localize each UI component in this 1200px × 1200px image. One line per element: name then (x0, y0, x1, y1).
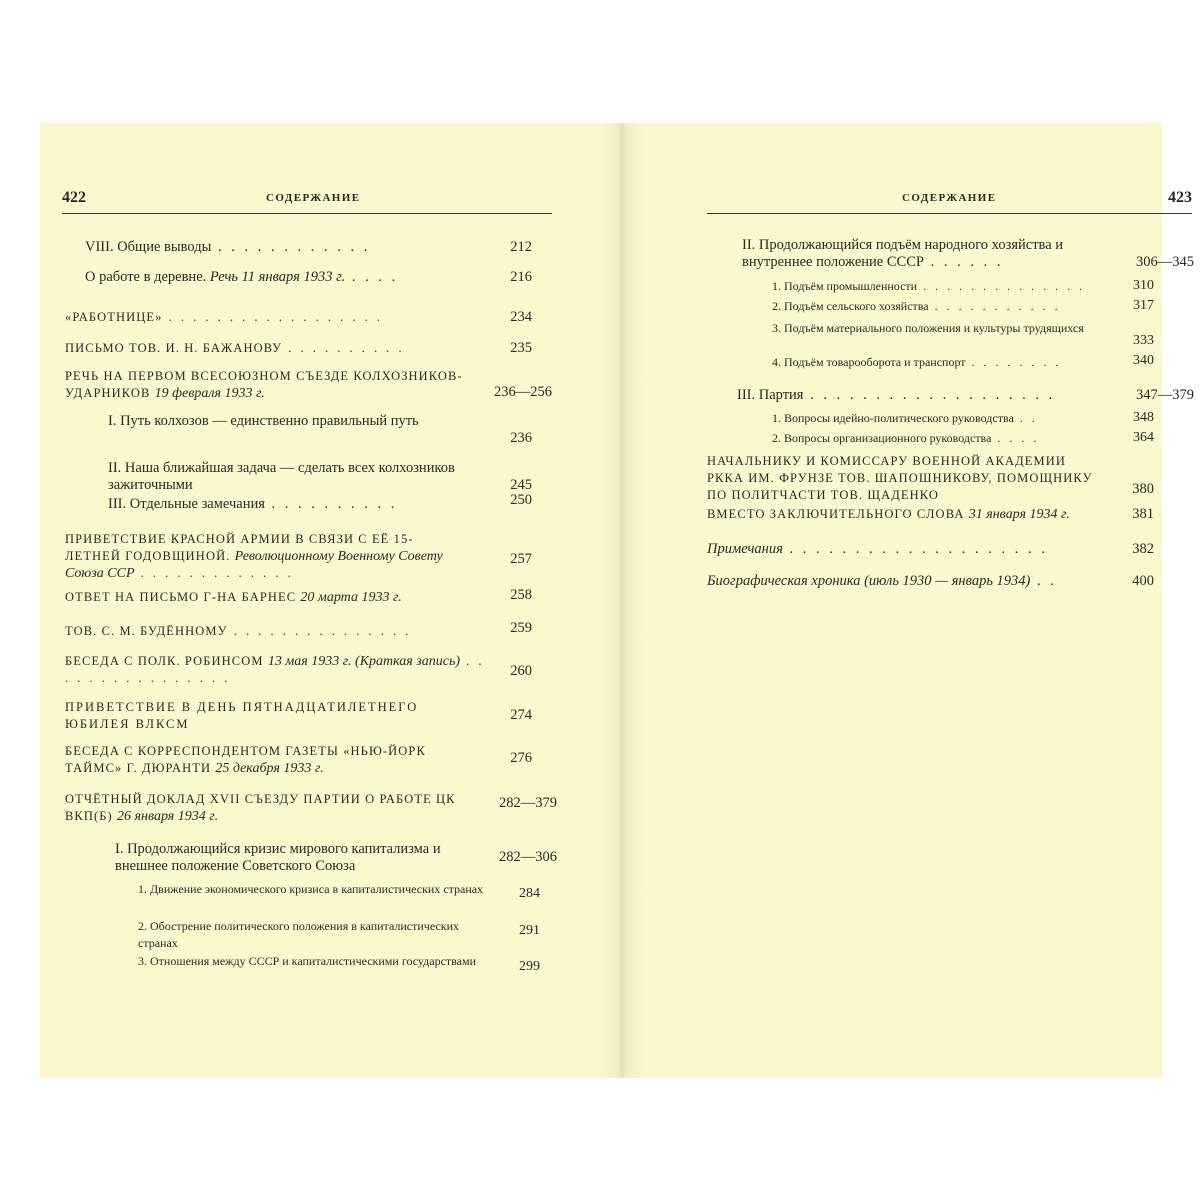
toc-page: 235 (510, 340, 532, 356)
toc-page: 306—345 (1136, 254, 1194, 270)
toc-page: 291 (519, 923, 540, 938)
toc-entry: ПРИВЕТСТВИЕ В ДЕНЬ ПЯТНАДЦАТИЛЕТНЕГО ЮБИЛЕЯ ВЛКСМ 274 (65, 700, 532, 731)
toc-entry: НАЧАЛЬНИКУ И КОМИССАРУ ВОЕННОЙ АКАДЕМИИ РККА ИМ. ФРУНЗЕ ТОВ. ШАПОШНИКОВУ, ПОМОЩНИКУ ПО ПОЛИТЧАСТИ ТОВ. ЩАДЕНКО 380 (707, 454, 1154, 502)
page-right (632, 123, 1194, 1078)
toc-entry: VIII. Общие выводы . . . . . . . . . . . . 212 (85, 239, 532, 255)
toc-page: 347—379 (1136, 387, 1194, 403)
toc-page: 380 (1132, 481, 1154, 497)
toc-entry: I. Путь колхозов — единственно правильный путь 236 (108, 413, 532, 446)
toc-page: 236—256 (494, 384, 552, 400)
toc-page: 234 (510, 309, 532, 325)
toc-page: 282—306 (499, 849, 557, 865)
toc-page: 250 (510, 492, 532, 508)
toc-entry: БЕСЕДА С ПОЛК. РОБИНСОМ 13 мая 1933 г. (Краткая запись) . . . . . . . . . . . . . . . . 260 (65, 654, 532, 685)
toc-page: 260 (510, 663, 532, 679)
toc-entry: II. Наша ближайшая задача — сделать всех колхозников зажиточными 245 (108, 460, 532, 493)
toc-page: 282—379 (499, 795, 557, 811)
page-header (707, 189, 1192, 214)
toc-entry: 3. Подъём материального положения и культуры трудящихся 333 (772, 321, 1154, 348)
toc-entry: РЕЧЬ НА ПЕРВОМ ВСЕСОЮЗНОМ СЪЕЗДЕ КОЛХОЗНИКОВ-УДАРНИКОВ 19 февраля 1933 г. 236—256 (65, 369, 552, 401)
page-left (40, 123, 612, 1078)
toc-entry: «РАБОТНИЦЕ» . . . . . . . . . . . . . . . . . . 234 (65, 309, 532, 325)
page-header (62, 189, 552, 214)
toc-page: 400 (1132, 573, 1154, 589)
toc-entry: 1. Движение экономического кризиса в капиталистических странах 284 (138, 882, 540, 901)
toc-page: 381 (1132, 506, 1154, 522)
toc-page: 258 (510, 587, 532, 603)
toc-entry: ВМЕСТО ЗАКЛЮЧИТЕЛЬНОГО СЛОВА 31 января 1934 г. 381 (707, 506, 1154, 522)
toc-entry: III. Партия . . . . . . . . . . . . . . . . . . . 347—379 (737, 387, 1194, 403)
toc-page: 310 (1133, 278, 1154, 293)
toc-entry: ПИСЬМО ТОВ. И. Н. БАЖАНОВУ . . . . . . . . . . 235 (65, 340, 532, 356)
toc-page: 216 (510, 269, 532, 285)
toc-page: 317 (1133, 298, 1154, 313)
toc-entry: 2. Вопросы организационного руководства . . . . 364 (772, 430, 1154, 445)
toc-entry: 1. Вопросы идейно-политического руководства . . 348 (772, 410, 1154, 425)
running-head: СОДЕРЖАНИЕ (266, 192, 361, 204)
toc-entry: Примечания . . . . . . . . . . . . . . . . . . . . 382 (707, 541, 1154, 557)
toc-entry: ОТВЕТ НА ПИСЬМО Г-НА БАРНЕС 20 марта 1933 г. 258 (65, 587, 532, 605)
toc-entry: 2. Обострение политического положения в капиталистических странах 291 (138, 919, 540, 950)
toc-entry: ТОВ. С. М. БУДЁННОМУ . . . . . . . . . . . . . . . 259 (65, 620, 532, 638)
toc-entry: II. Продолжающийся подъём народного хозяйства и внутреннее положение СССР . . . . . . 306—345 (742, 237, 1194, 270)
toc-entry: 1. Подъём промышленности . . . . . . . . . . . . . . 310 (772, 278, 1154, 293)
toc-entry: III. Отдельные замечания . . . . . . . . . . 250 (108, 492, 532, 512)
page-number: 422 (62, 189, 86, 206)
toc-page: 212 (510, 239, 532, 255)
toc-page: 245 (510, 477, 532, 493)
book-spread (40, 123, 1194, 1078)
toc-entry: I. Продолжающийся кризис мирового капитализма и внешнее положение Советского Союза 282—306 (115, 841, 557, 874)
toc-page: 284 (519, 886, 540, 901)
toc-entry: ОТЧЁТНЫЙ ДОКЛАД XVII СЪЕЗДУ ПАРТИИ О РАБОТЕ ЦК ВКП(Б) 26 января 1934 г. 282—379 (65, 792, 557, 824)
toc-page: 299 (519, 959, 540, 974)
toc-entry: 3. Отношения между СССР и капиталистическими государствами 299 (138, 954, 540, 974)
toc-entry: ПРИВЕТСТВИЕ КРАСНОЙ АРМИИ В СВЯЗИ С ЕЁ 15-ЛЕТНЕЙ ГОДОВЩИНОЙ. Революционному Военному Совету Союза ССР . . . . . . . . . . . . . 257 (65, 532, 532, 581)
toc-page: 333 (1133, 333, 1154, 348)
toc-page: 259 (510, 620, 532, 636)
page-number: 423 (1168, 189, 1192, 206)
toc-page: 236 (510, 430, 532, 446)
toc-page: 348 (1133, 410, 1154, 425)
toc-page: 382 (1132, 541, 1154, 557)
running-head: СОДЕРЖАНИЕ (902, 192, 997, 204)
toc-page: 340 (1133, 353, 1154, 368)
toc-entry: БЕСЕДА С КОРРЕСПОНДЕНТОМ ГАЗЕТЫ «НЬЮ-ЙОРК ТАЙМС» Г. ДЮРАНТИ 25 декабря 1933 г. 276 (65, 744, 532, 776)
toc-page: 274 (510, 707, 532, 723)
toc-page: 257 (510, 551, 532, 567)
toc-page: 364 (1133, 430, 1154, 445)
toc-entry: Биографическая хроника (июль 1930 — январь 1934) . . 400 (707, 573, 1154, 589)
toc-page: 276 (510, 750, 532, 766)
toc-entry: О работе в деревне. Речь 11 января 1933 г. . . . . 216 (85, 269, 532, 285)
toc-entry: 2. Подъём сельского хозяйства . . . . . . . . . . . 317 (772, 298, 1154, 313)
toc-entry: 4. Подъём товарооборота и транспорт . . . . . . . . 340 (772, 353, 1154, 369)
